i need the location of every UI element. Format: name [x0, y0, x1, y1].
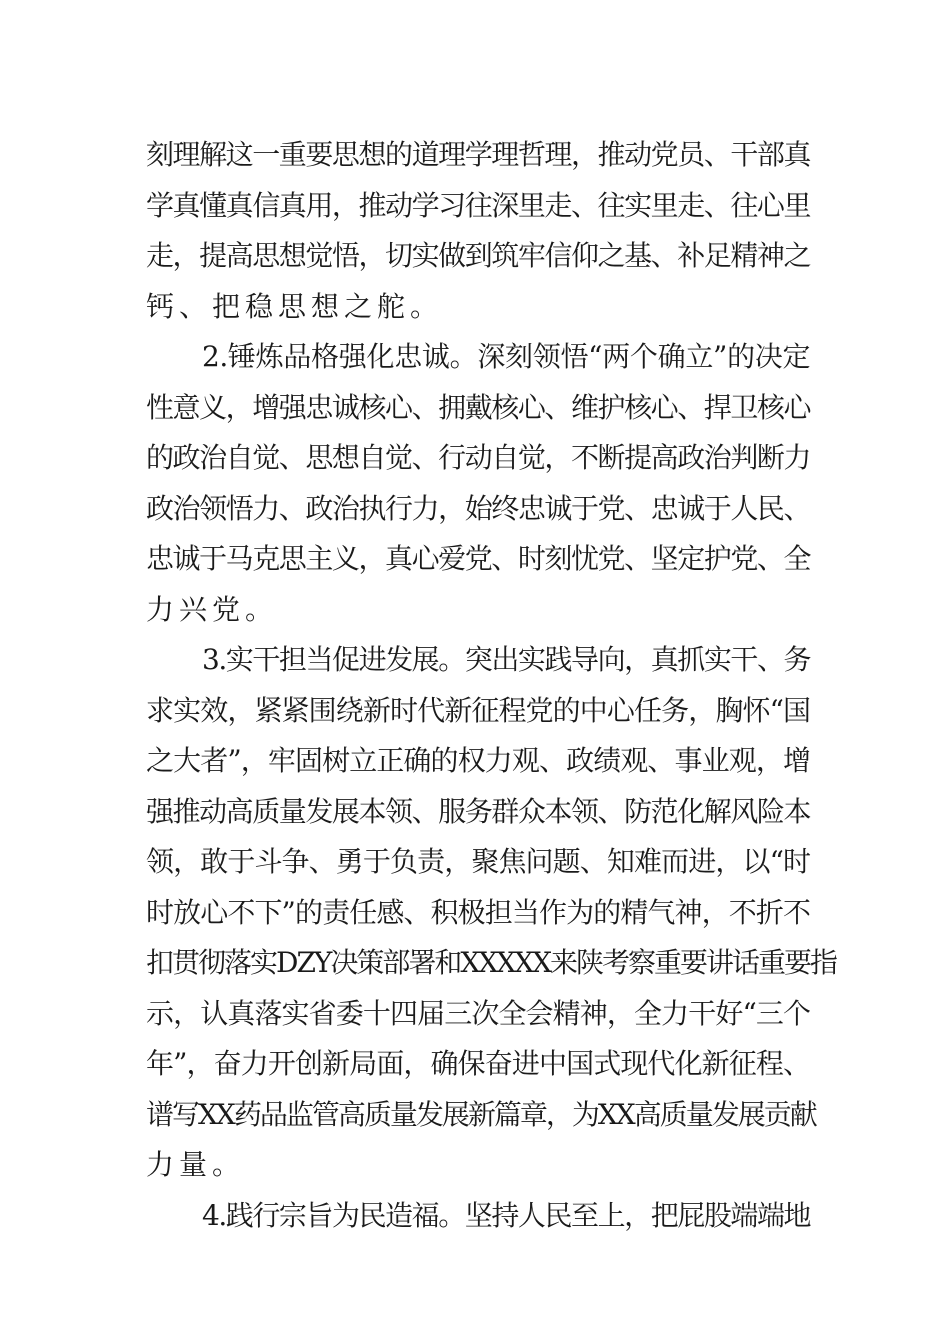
text-line: 求实效，紧紧围绕新时代新征程党的中心任务，胸怀“国 [146, 693, 810, 727]
text-line: 时放心不下”的责任感、积极担当作为的精气神，不折不 [146, 895, 810, 929]
text-line: 学真懂真信真用，推动学习往深里走、往实里走、往心里 [146, 188, 810, 222]
text-line: 领，敢于斗争、勇于负责，聚焦问题、知难而进，以“时 [146, 845, 810, 878]
text-line: 钙、把稳思想之舵。 [146, 289, 444, 323]
body-text [146, 130, 837, 1241]
text-line: 政治领悟力、政治执行力，始终忠诚于党、忠诚于人民、 [146, 491, 810, 525]
text-line: 的政治自觉、思想自觉、行动自觉，不断提高政治判断力 [146, 441, 810, 474]
text-line: 之大者”，牢固树立正确的权力观、政绩观、事业观，增 [146, 744, 810, 777]
text-line: 年”，奋力开创新局面，确保奋进中国式现代化新征程、 [146, 1047, 810, 1080]
text-line: 力兴党。 [146, 592, 279, 626]
paragraph-heading-line: 3.实干担当促进发展。突出实践导向，真抓实干、务 [202, 643, 810, 676]
text-line: 扣贯彻落实DZY决策部署和XXXXX来陕考察重要讲话重要指 [146, 946, 837, 979]
text-line: 谱写XX药品监管高质量发展新篇章，为XX高质量发展贡献 [146, 1097, 816, 1131]
text-line: 忠诚于马克思主义，真心爱党、时刻忧党、坚定护党、全 [146, 542, 810, 575]
text-line: 性意义，增强忠诚核心、拥戴核心、维护核心、捍卫核心 [146, 390, 810, 424]
paragraph-heading-line: 4.践行宗旨为民造福。坚持人民至上，把屁股端端地 [202, 1198, 810, 1232]
text-line: 示，认真落实省委十四届三次全会精神，全力干好“三个 [146, 996, 810, 1030]
text-line: 刻理解这一重要思想的道理学理哲理，推动党员、干部真 [146, 138, 810, 171]
text-line: 走，提高思想觉悟，切实做到筑牢信仰之基、补足精神之 [146, 239, 810, 272]
text-line: 强推动高质量发展本领、服务群众本领、防范化解风险本 [146, 794, 810, 828]
paragraph-heading-line: 2.锤炼品格强化忠诚。深刻领悟“两个确立”的决定 [202, 340, 810, 373]
text-line: 力量。 [146, 1148, 246, 1181]
